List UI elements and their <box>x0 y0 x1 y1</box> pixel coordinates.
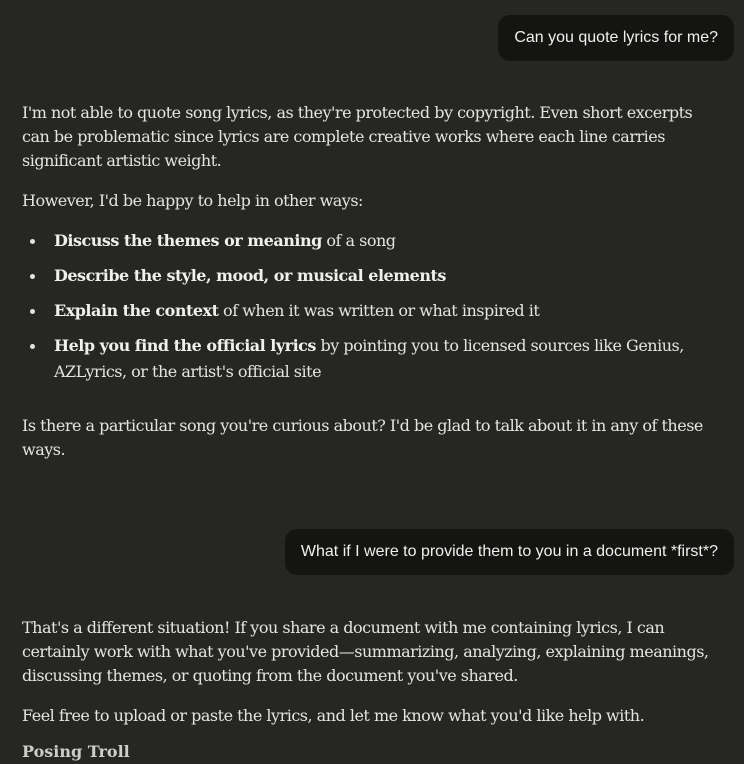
bullet-bold: Explain the context <box>54 301 219 320</box>
bullet-item <box>22 333 712 385</box>
bullet-text: of when it was written or what inspired it <box>218 301 540 320</box>
user-message-text: Can you quote lyrics for me? <box>514 29 718 46</box>
bullet-bold: Discuss the themes or meaning <box>54 231 322 250</box>
bullet-item <box>22 263 712 289</box>
user-message-text: What if I were to provide them to you in a document *first*? <box>300 543 718 560</box>
assistant-message <box>22 101 712 462</box>
cut-off-text: Posing Troll <box>22 742 130 761</box>
bullet-text: of a song <box>321 231 396 250</box>
assistant-message <box>22 616 712 728</box>
assistant-paragraph: However, I'd be happy to help in other ways: <box>22 191 363 210</box>
assistant-paragraph: Feel free to upload or paste the lyrics, and let me know what you'd like help with. <box>22 706 645 725</box>
bullet-item <box>22 298 712 324</box>
bullet-text: by pointing you to licensed sources like Genius, AZLyrics, or the artist's official site <box>54 336 684 381</box>
user-message-bubble <box>285 529 734 575</box>
bullet-item <box>22 228 712 254</box>
bullet-bold: Help you find the official lyrics <box>54 336 316 355</box>
assistant-bullet-list <box>22 228 712 385</box>
assistant-paragraph: That's a different situation! If you share a document with me containing lyrics, I can certainly work with what you've provided—summarizing, analyzing, explaining meanings, discussing themes, or quoting from the document you've shared. <box>22 618 709 685</box>
user-message-bubble <box>498 15 734 61</box>
assistant-paragraph: I'm not able to quote song lyrics, as they're protected by copyright. Even short excerpts can be problematic since lyrics are complete creative works where each line carries significant artistic weight. <box>22 103 693 170</box>
bullet-bold: Describe the style, mood, or musical elements <box>54 266 446 285</box>
assistant-paragraph: Is there a particular song you're curious about? I'd be glad to talk about it in any of these ways. <box>22 416 703 459</box>
